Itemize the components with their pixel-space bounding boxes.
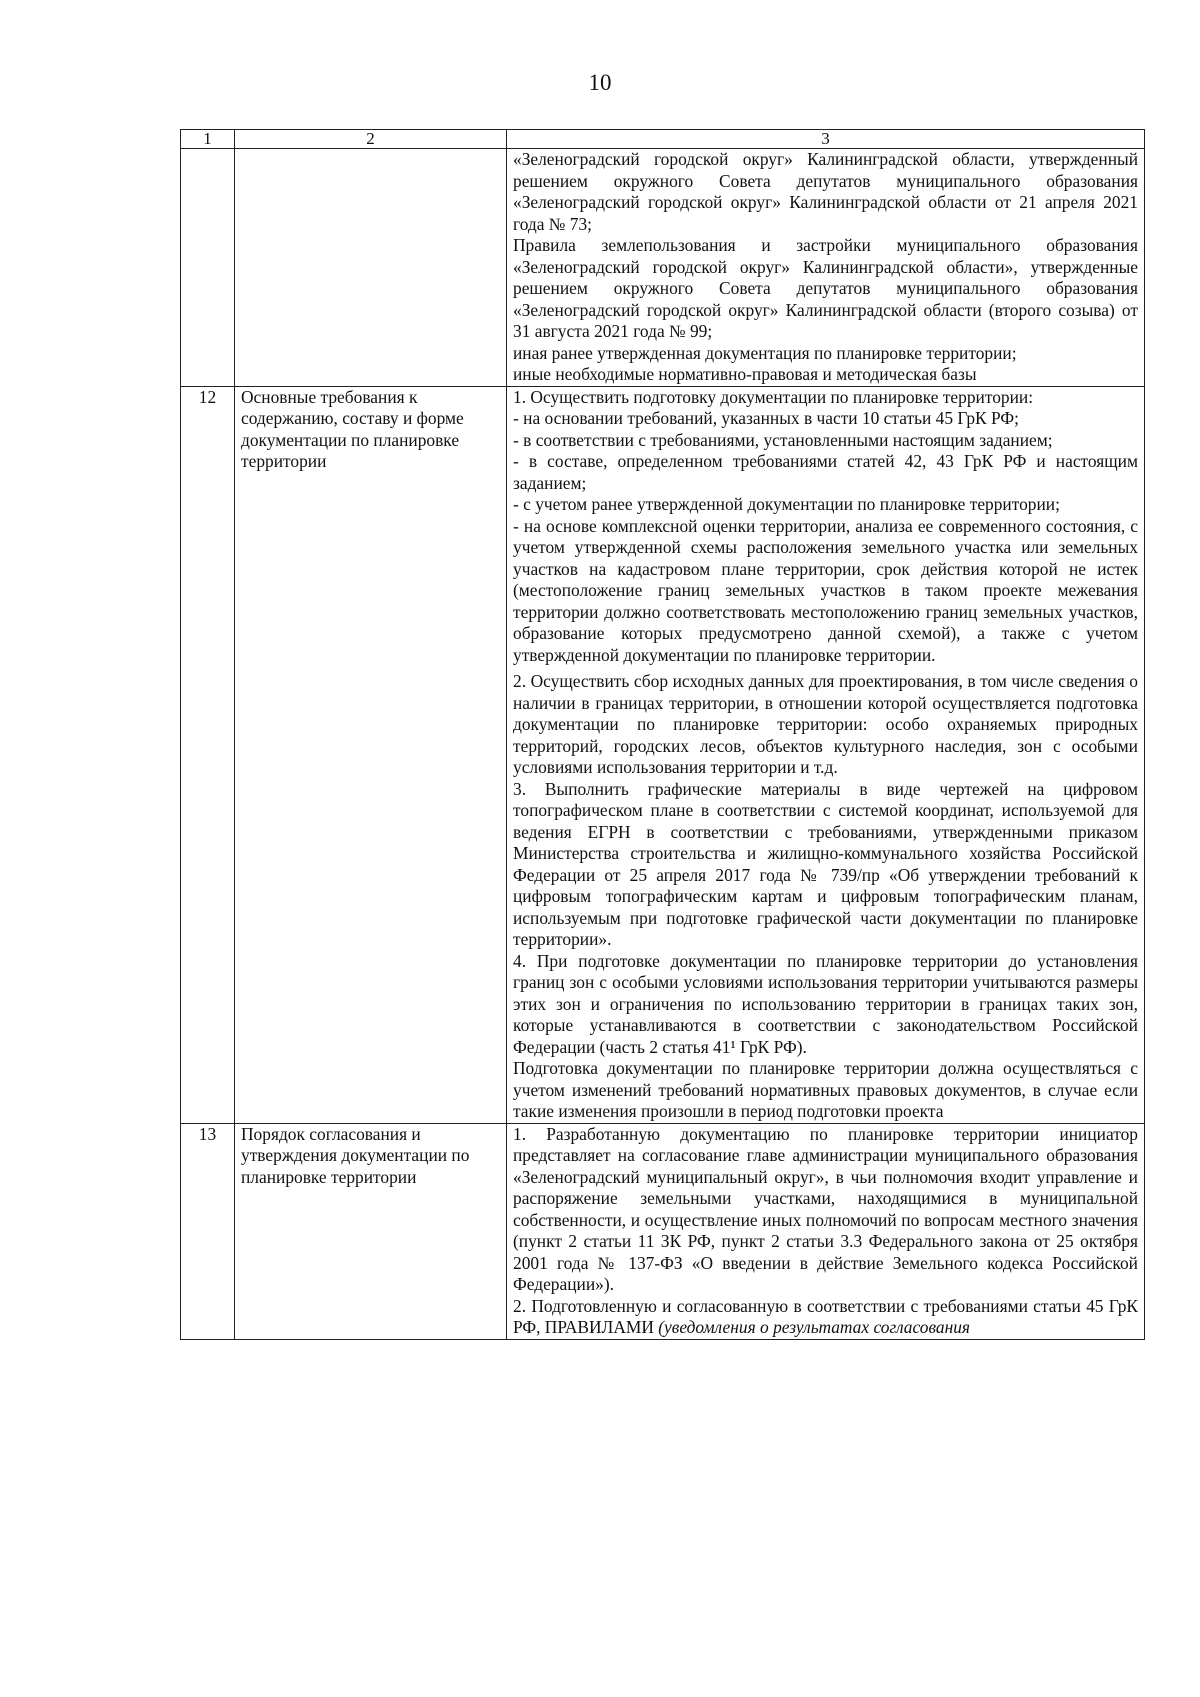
row-name: Порядок согласования и утверждения документации по планировке территории: [235, 1123, 507, 1339]
paragraph: 3. Выполнить графические материалы в виде чертежей на цифровом топографическом плане в соответствии с системой координат, используемой для ведения ЕГРН в соответствии с требованиями, утвержденными приказом Министерства строительства и жилищно-коммунального хозяйства Российской Федерации от 25 апреля 2017 года № 739/пр «Об утверждении требований к цифровым топографическим картам и цифровым топографическим планам, используемым при подготовке графической части документации по планировке территории».: [513, 778, 1138, 949]
paragraph: иная ранее утвержденная документация по планировке территории;: [513, 342, 1017, 363]
row-content: [507, 1123, 1145, 1339]
paragraph: - на основе комплексной оценки территории, анализа ее современного состояния, с учетом утвержденной схемы расположения земельного участка или земельных участков на кадастровом плане территории, срок действия которой не истек (местоположение границ земельных участков в таком проекте межевания территории должно соответствовать местоположению границ земельных участков, образование которых предусмотрено данной схемой), а также с учетом утвержденной документации по планировке территории.: [513, 515, 1138, 665]
requirements-table: [180, 129, 1145, 1340]
row-name: Основные требования к содержанию, составу и форме документации по планировке территории: [235, 386, 507, 1123]
row-number: 12: [181, 386, 235, 1123]
paragraph: 2. Осуществить сбор исходных данных для проектирования, в том числе сведения о наличии в границах территории, в отношении которой осуществляется подготовка документации по планировке территории: особо охраняемых природных территорий, городских лесов, объектов культурного наследия, зон с особыми условиями использования территории и т.д.: [513, 671, 1138, 777]
paragraph: [513, 1296, 1138, 1339]
table-row-12: [181, 386, 1145, 1123]
header-col-3: 3: [507, 130, 1145, 149]
paragraph: - с учетом ранее утвержденной документации по планировке территории;: [513, 494, 1060, 514]
paragraph: иные необходимые нормативно-правовая и методическая базы: [513, 364, 977, 384]
table-row-continuation: [181, 149, 1145, 387]
paragraph: 1. Разработанную документацию по планировке территории инициатор представляет на согласование главе администрации муниципального образования «Зеленоградский муниципальный округ», в чьи полномочия входит управление и распоряжение земельными участками, находящимися в муниципальной собственности, и осуществление иных полномочий по вопросам местного значения (пункт 2 статьи 11 ЗК РФ, пункт 2 статьи 3.3 Федерального закона от 25 октября 2001 года № 137-ФЗ «О введении в действие Земельного кодекса Российской Федерации»).: [513, 1123, 1138, 1294]
paragraph: 4. При подготовке документации по планировке территории до установления границ зон с особыми условиями использования территории учитываются размеры этих зон и ограничения по использованию территории в границах таких зон, которые устанавливаются в соответствии с законодательством Российской Федерации (часть 2 статья 41¹ ГрК РФ).: [513, 950, 1138, 1057]
paragraph: «Зеленоградский городской округ» Калининградской области, утвержденный решением окружного Совета депутатов муниципального образования «Зеленоградский городской округ» Калининградской области от 21 апреля 2021 года № 73;: [513, 149, 1138, 234]
paragraph: - в составе, определенном требованиями статей 42, 43 ГрК РФ и настоящим заданием;: [513, 451, 1138, 493]
page-number: 10: [588, 70, 612, 95]
row-content: [507, 386, 1145, 1123]
table-row-13: [181, 1123, 1145, 1339]
row-name-empty: [235, 149, 507, 387]
row-number: 13: [181, 1123, 235, 1339]
table-header-row: [181, 130, 1145, 149]
paragraph-text: 2. Подготовленную и согласованную в соответствии с требованиями статьи 45 ГрК РФ, ПРАВИЛАМИ: [513, 1295, 1138, 1337]
paragraph: Правила землепользования и застройки муниципального образования «Зеленоградский городской округ» Калининградской области», утвержденные решением окружного Совета депутатов муниципального образования «Зеленоградский городской округ» Калининградской области (второго созыва) от 31 августа 2021 года № 99;: [513, 235, 1138, 341]
row-number-empty: [181, 149, 235, 387]
header-col-1: 1: [181, 130, 235, 149]
row-content: [507, 149, 1145, 387]
header-col-2: 2: [235, 130, 507, 149]
paragraph-italic-text: (уведомления о результатах согласования: [658, 1317, 970, 1337]
paragraph: 1. Осуществить подготовку документации по планировке территории:: [513, 386, 1034, 407]
paragraph: Подготовка документации по планировке территории должна осуществляться с учетом изменений требований нормативных правовых документов, в случае если такие изменения произошли в период подготовки проекта: [513, 1058, 1138, 1121]
paragraph: - на основании требований, указанных в части 10 статьи 45 ГрК РФ;: [513, 408, 1019, 428]
paragraph: - в соответствии с требованиями, установленными настоящим заданием;: [513, 429, 1053, 450]
